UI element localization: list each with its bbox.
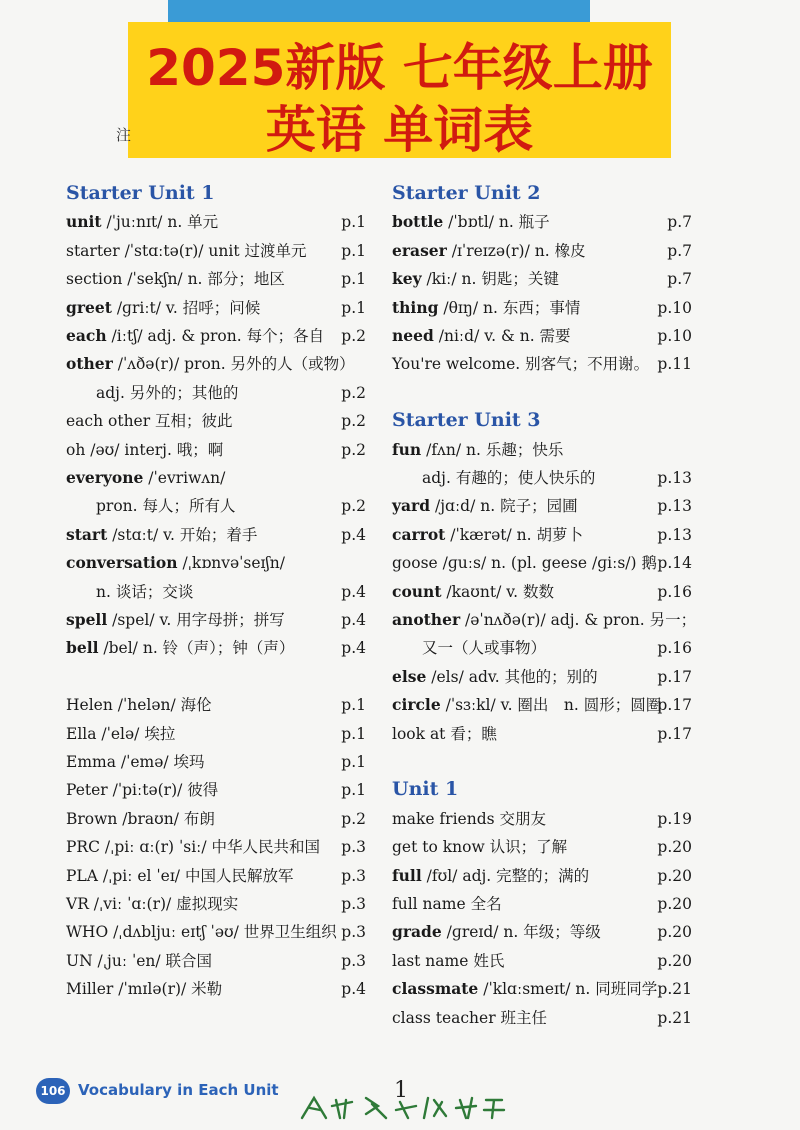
page-ref: p.17 [657,667,692,686]
vocab-entry [66,436,366,464]
vocab-entry [66,748,366,776]
definition: UN /ˌjuː ˈen/ 联合国 [66,951,213,970]
vocab-entry [66,521,366,549]
page-ref: p.1 [341,298,366,317]
vocab-text [66,322,324,350]
vocab-entry [392,805,692,833]
page-ref: p.14 [657,554,692,573]
page-ref: p.1 [341,696,366,715]
vocab-entry [66,294,366,322]
definition: /fʊl/ adj. 完整的；满的 [421,866,590,885]
note-label: 注 [116,126,132,144]
vocab-text [66,521,257,549]
vocab-text [66,890,238,918]
vocab-text [392,294,580,322]
definition: /kiː/ n. 钥匙；关键 [421,270,559,289]
page-ref: p.3 [341,838,366,857]
vocab-entry [66,237,366,265]
vocab-text [392,890,502,918]
definition: make friends 交朋友 [392,809,546,828]
page-ref: p.2 [341,497,366,516]
page-number-badge: 106 [36,1078,70,1104]
page-ref: p.16 [657,639,692,658]
vocab-entry [392,464,692,492]
vocab-text [392,918,601,946]
vocab-text [392,833,567,861]
vocab-text [392,492,578,520]
definition: /stɑːt/ v. 开始；着手 [107,525,258,544]
definition: starter /ˈstɑːtə(r)/ unit 过渡单元 [66,241,307,260]
definition: 又一（人或事物） [422,639,547,658]
headword: circle [392,695,441,715]
page-ref: p.2 [341,327,366,345]
headword: carrot [392,524,446,544]
page-ref: p.2 [341,412,366,431]
headword: thing [392,297,439,317]
definition: /ˈjuːnɪt/ n. 单元 [101,213,219,232]
page-ref: p.21 [657,1008,692,1027]
vocab-text [392,521,583,549]
headword: bell [66,638,99,658]
definition: /ɪˈreɪzə(r)/ n. 橡皮 [446,241,586,260]
vocab-text [392,720,497,748]
page-ref: p.20 [657,951,692,970]
unit-heading: Starter Unit 1 [66,182,215,204]
vocab-entry [392,549,692,577]
definition: /ˈkærət/ n. 胡萝卜 [445,525,583,544]
vocab-text [66,294,260,322]
page-ref: p.1 [341,213,366,232]
headword: bottle [392,212,444,232]
page-ref: p.13 [657,525,692,544]
definition: /ɡreɪd/ n. 年级；等级 [441,923,601,942]
vocab-text [392,975,657,1003]
vocab-entry [392,237,692,265]
vocab-entry [392,208,692,236]
vocab-text [66,776,218,804]
vocab-text [66,350,355,378]
definition: /ˌkɒnvəˈseɪʃn/ [177,554,285,573]
page-ref: p.7 [667,213,692,232]
page-ref: p.3 [341,923,366,942]
vocab-text [66,720,175,748]
definition: oh /əʊ/ interj. 哦；啊 [66,440,224,459]
definition: section /ˈsekʃn/ n. 部分；地区 [66,270,285,289]
definition: /kaʊnt/ v. 数数 [441,582,555,601]
definition: /bel/ n. 铃（声）；钟（声） [98,639,295,658]
vocab-entry [392,322,692,350]
definition: Ella /ˈelə/ 埃拉 [66,724,176,743]
vocab-entry [66,322,366,350]
vocab-text [66,748,205,776]
vocab-entry [66,265,366,293]
headword: eraser [392,240,447,260]
vocab-entry [66,805,366,833]
vocab-text [66,436,223,464]
vocab-entry [66,549,366,577]
vocab-text [392,691,661,719]
headword: unit [66,212,102,232]
definition: full name 全名 [392,895,502,913]
definition: Miller /ˈmɪlə(r)/ 米勒 [66,980,223,999]
vocab-entry [66,578,366,606]
definition: class teacher 班主任 [392,1008,548,1027]
definition: /jɑːd/ n. 院子；园圃 [430,497,578,516]
definition: adj. 有趣的；使人快乐的 [422,469,596,487]
vocab-entry [392,663,692,691]
headword: key [392,269,422,289]
vocab-text [392,947,504,975]
vocab-text [392,663,598,691]
vocab-entry [66,720,366,748]
definition: get to know 认识；了解 [392,838,568,857]
vocab-text [392,606,696,634]
headword: other [66,354,113,374]
headword: grade [392,922,442,942]
vocab-entry [392,720,692,748]
vocab-entry [392,975,692,1003]
definition: Peter /ˈpiːtə(r)/ 彼得 [66,781,219,800]
page-ref: p.20 [657,923,692,942]
page-ref: p.3 [341,951,366,970]
vocab-entry [392,492,692,520]
definition: /ˈsɜːkl/ v. 圈出 n. 圆形；圆圈 [440,696,662,715]
vocab-text [392,208,550,236]
page-ref: p.7 [667,270,692,289]
vocab-entry [392,1004,692,1032]
vocab-entry [66,833,366,861]
headword: else [392,666,427,686]
vocab-text [66,407,233,435]
vocab-entry [392,634,692,662]
definition: Helen /ˈhelən/ 海伦 [66,696,212,715]
vocab-entry [392,862,692,890]
vocab-text [96,578,193,606]
page-ref: p.10 [657,327,692,345]
headword: need [392,326,434,345]
page-ref: p.13 [657,497,692,516]
page-ref: p.16 [657,582,692,601]
vocab-entry [392,918,692,946]
definition: each other 互相；彼此 [66,412,233,431]
vocab-text [66,691,212,719]
definition: /əˈnʌðə(r)/ adj. & pron. 另一； [460,611,697,629]
vocab-text [66,634,294,662]
definition: /θɪŋ/ n. 东西；事情 [438,298,581,317]
definition: Brown /braʊn/ 布朗 [66,809,215,828]
page-ref: p.20 [657,838,692,857]
definition: PLA /ˌpiː el ˈeɪ/ 中国人民解放军 [66,866,294,885]
vocab-text [66,606,285,634]
vocab-entry [392,947,692,975]
vocab-entry [66,350,366,378]
vocab-text [392,237,586,265]
vocab-text [392,350,649,378]
headword: conversation [66,553,178,573]
vocab-entry [392,691,692,719]
vocab-text [392,805,546,833]
page-ref: p.2 [341,809,366,828]
definition: /ˈevriwʌn/ [143,469,226,487]
definition: pron. 每人；所有人 [96,497,236,516]
vocab-entry [66,492,366,520]
vocab-text [392,322,571,350]
vocab-text [66,947,212,975]
headword: fun [392,439,422,459]
vocab-entry [392,265,692,293]
page-ref: p.4 [341,639,366,658]
vocab-entry [66,634,366,662]
vocab-entry [66,947,366,975]
page-ref: p.17 [657,724,692,743]
page-ref: p.2 [341,383,366,402]
vocab-text [392,436,563,464]
vocab-text [96,492,236,520]
vocab-text [392,1004,547,1032]
vocab-entry [66,918,366,946]
vocab-text [392,549,657,577]
vocab-text [66,833,320,861]
vocab-entry [392,294,692,322]
page-ref: p.4 [341,582,366,601]
footer-page-number: 1 [394,1078,408,1103]
definition: /ɡriːt/ v. 招呼；问候 [111,298,261,317]
page-ref: p.1 [341,270,366,289]
vocab-entry [392,606,697,634]
page-ref: p.4 [341,525,366,544]
vocab-text [422,464,595,492]
title-banner [128,22,671,158]
definition: goose /ɡuːs/ n. (pl. geese /ɡiːs/) 鹅 [392,554,658,573]
vocab-entry [392,578,692,606]
headword: each [66,326,107,345]
unit-heading: Starter Unit 3 [392,409,541,432]
vocab-entry [66,208,366,236]
vocab-entry [392,350,692,378]
vocab-entry [392,890,692,918]
page-ref: p.7 [667,241,692,260]
vocab-text [66,237,307,265]
vocab-text [66,265,285,293]
definition: n. 谈话；交谈 [96,582,194,601]
definition: /spel/ v. 用字母拼；拼写 [107,611,285,629]
vocab-text [66,208,218,236]
vocab-entry [392,436,692,464]
definition: /iːtʃ/ adj. & pron. 每个；各自 [106,327,325,345]
vocab-text [66,975,222,1003]
page-ref: p.1 [341,241,366,260]
definition: PRC /ˌpiː ɑː(r) ˈsiː/ 中华人民共和国 [66,838,321,857]
vocab-text [66,918,337,946]
page-ref: p.1 [341,753,366,771]
definition: look at 看；瞧 [392,724,497,743]
vocab-entry [66,606,366,634]
vocab-entry [66,379,366,407]
headword: classmate [392,979,479,999]
unit-heading: Unit 1 [392,778,459,801]
unit-heading: Starter Unit 2 [392,182,541,204]
vocab-text [66,464,225,492]
definition: /ˈbɒtl/ n. 瓶子 [443,213,550,232]
definition: /niːd/ v. & n. 需要 [433,327,571,345]
banner-title-line1: 2025新版 七年级上册 [146,39,653,97]
headword: another [392,610,461,629]
headword: yard [392,496,431,516]
vocab-entry [66,407,366,435]
page-ref: p.10 [657,298,692,317]
page-ref: p.13 [657,469,692,487]
page-ref: p.17 [657,696,692,715]
definition: WHO /ˌdʌbljuː eɪtʃ ˈəʊ/ 世界卫生组织 [66,923,337,942]
vocab-text [96,379,238,407]
definition: /els/ adv. 其他的；别的 [426,667,598,686]
page-ref: p.4 [341,980,366,999]
banner-title-line2: 英语 单词表 [265,101,534,159]
headword: spell [66,610,108,629]
page-ref: p.1 [341,781,366,800]
definition: Emma /ˈemə/ 埃玛 [66,753,205,771]
page-ref: p.1 [341,724,366,743]
page-ref: p.4 [341,611,366,629]
page-ref: p.3 [341,866,366,885]
page-ref: p.21 [657,980,692,999]
vocab-text [392,578,554,606]
page-ref: p.20 [657,895,692,913]
definition: /ˈklɑːsmeɪt/ n. 同班同学 [478,980,658,999]
page-ref: p.3 [341,895,366,913]
vocab-entry [392,521,692,549]
vocab-text [392,265,559,293]
page-ref: p.19 [657,809,692,828]
definition: adj. 另外的；其他的 [96,383,239,402]
headword: greet [66,297,112,317]
definition: You're welcome. 别客气；不用谢。 [392,355,650,374]
vocab-entry [392,833,692,861]
footer-section-label: Vocabulary in Each Unit [78,1081,279,1099]
page-ref: p.11 [657,355,692,374]
definition: /fʌn/ n. 乐趣；快乐 [421,440,564,459]
vocab-text [392,862,589,890]
vocab-entry [66,776,366,804]
vocab-text [422,634,546,662]
vocab-entry [66,691,366,719]
headword: everyone [66,468,144,487]
vocab-text [66,549,285,577]
vocab-entry [66,862,366,890]
headword: count [392,581,442,601]
definition: VR /ˌviː ˈɑː(r)/ 虚拟现实 [66,895,239,913]
headword: full [392,865,422,885]
headword: start [66,524,108,544]
vocab-entry [66,890,366,918]
page-ref: p.2 [341,440,366,459]
definition: /ˈʌðə(r)/ pron. 另外的人（或物） [112,355,355,374]
vocab-text [66,805,215,833]
page-ref: p.20 [657,866,692,885]
vocab-text [66,862,293,890]
vocab-entry [66,975,366,1003]
definition: last name 姓氏 [392,951,505,970]
vocab-entry [66,464,366,492]
